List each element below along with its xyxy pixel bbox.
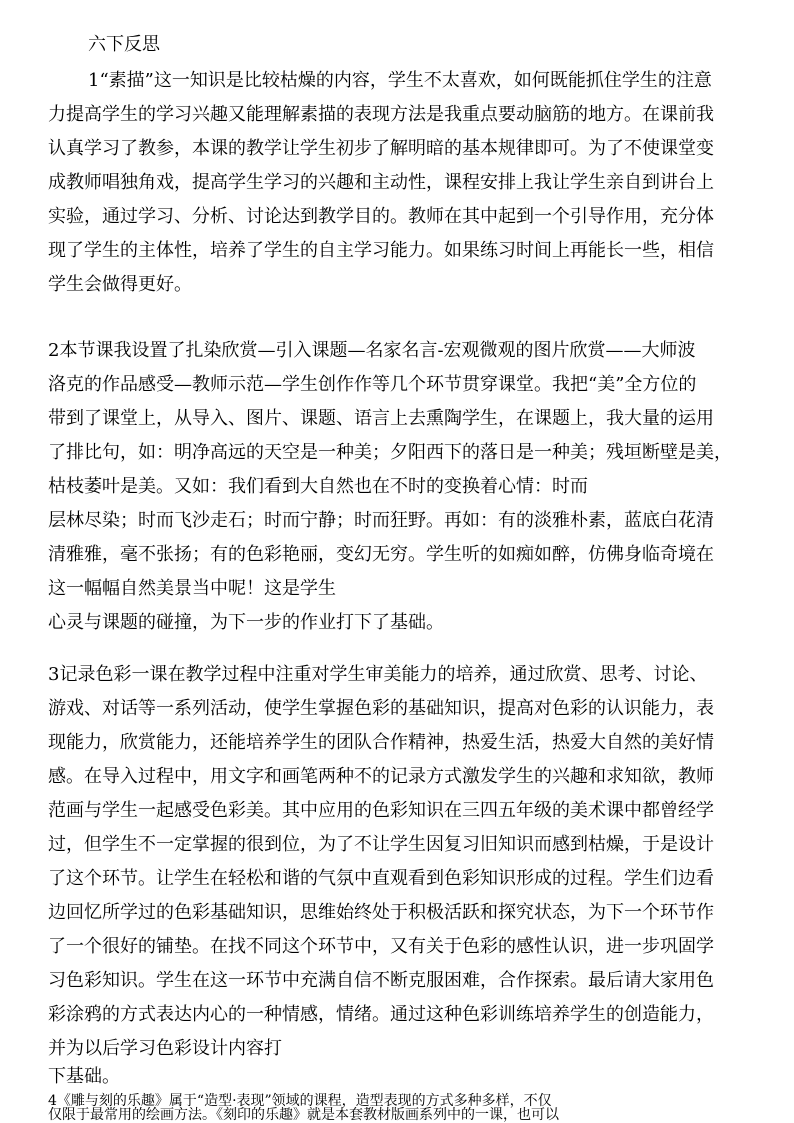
paragraph-1-line-4: 成教师唱独角戏，提高学生学习的兴趣和主动性，课程安排上我让学生亲自到讲台上 xyxy=(48,172,714,193)
paragraph-3-line-12: 并为以后学习色彩设计内容打 xyxy=(48,1038,282,1059)
paragraph-3-line-7: 了这个环节。让学生在轻松和谐的气氛中直观看到色彩知识形成的过程。学生们边看 xyxy=(48,868,714,889)
paragraph-1-line-5: 实验，通过学习、分析、讨论达到教学目的。教师在其中起到一个引导作用，充分体 xyxy=(48,206,714,227)
paragraph-3-line-4: 感。在导入过程中，用文字和画笔两种不的记录方式激发学生的兴趣和求知欲，教师 xyxy=(48,766,714,787)
paragraph-2-line-6: 层林尽染；时而飞沙走石；时而宁静；时而狂野。再如：有的淡雅朴素，蓝底白花清 xyxy=(48,510,714,531)
paragraph-1-line-1: 1“素描”这一知识是比较枯燥的内容，学生不太喜欢，如何既能抓住学生的注意 xyxy=(88,70,712,91)
paragraph-2-line-5: 枯枝萎叶是美。又如：我们看到大自然也在不时的变换着心情：时而 xyxy=(48,476,588,497)
paragraph-4-line-2: 仅限于最常用的绘画方法。《刻印的乐趣》就是本套教材版画系列中的一课，也可以 xyxy=(48,1107,559,1123)
paragraph-3-line-1: 3记录色彩一课在教学过程中注重对学生审美能力的培养，通过欣赏、思考、讨论、 xyxy=(48,664,708,685)
paragraph-2-line-1: 2本节课我设置了扎染欣赏—引入课题—名家名言-宏观微观的图片欣赏——大师波 xyxy=(48,340,696,361)
paragraph-1-line-3: 认真学习了教参，本课的教学让学生初步了解明暗的基本规律即可。为了不使课堂变 xyxy=(48,138,714,159)
paragraph-1-line-6: 现了学生的主体性，培养了学生的自主学习能力。如果练习时间上再能长一些，相信 xyxy=(48,240,714,261)
paragraph-3-line-6: 过，但学生不一定掌握的很到位，为了不让学生因复习旧知识而感到枯燥，于是设计 xyxy=(48,834,714,855)
paragraph-3-line-13: 下基础。 xyxy=(48,1066,120,1087)
paragraph-2-line-2: 洛克的作品感受—教师示范—学生创作作等几个环节贯穿课堂。我把“美”全方位的 xyxy=(48,374,697,395)
paragraph-2-line-7: 清雅雅，毫不张扬；有的色彩艳丽，变幻无穷。学生听的如痴如醉，仿佛身临奇境在 xyxy=(48,544,714,565)
paragraph-2-line-9: 心灵与课题的碰撞，为下一步的作业打下了基础。 xyxy=(48,612,444,633)
paragraph-3-line-2: 游戏、对话等一系列活动，使学生掌握色彩的基础知识，提高对色彩的认识能力，表 xyxy=(48,698,714,719)
paragraph-2-line-3: 带到了课堂上，从导入、图片、课题、语言上去熏陶学生，在课题上，我大量的运用 xyxy=(48,408,714,429)
paragraph-3-line-11: 彩涂鸦的方式表达内心的一种情感，情绪。通过这种色彩训练培养学生的创造能力， xyxy=(48,1004,714,1025)
paragraph-3-line-3: 现能力，欣赏能力，还能培养学生的团队合作精神，热爱生活，热爱大自然的美好情 xyxy=(48,732,714,753)
paragraph-1-line-2: 力提高学生的学习兴趣又能理解素描的表现方法是我重点要动脑筋的地方。在课前我 xyxy=(48,104,714,125)
paragraph-1-line-7: 学生会做得更好。 xyxy=(48,274,192,295)
paragraph-2-line-8: 这一幅幅自然美景当中呢！这是学生 xyxy=(48,578,336,599)
paragraph-4-line-1: 4《雕与刻的乐趣》属于“造型·表现”领域的课程，造型表现的方式多种多样，不仅 xyxy=(48,1093,552,1109)
page-title: 六下反思 xyxy=(88,34,160,55)
paragraph-3-line-8: 边回忆所学过的色彩基础知识，思维始终处于积极活跃和探究状态，为下一个环节作 xyxy=(48,902,714,923)
paragraph-3-line-9: 了一个很好的铺垫。在找不同这个环节中，又有关于色彩的感性认识，进一步巩固学 xyxy=(48,936,714,957)
paragraph-2-line-4: 了排比句，如：明净高远的天空是一种美；夕阳西下的落日是一种美；残垣断壁是美， xyxy=(48,442,732,463)
paragraph-3-line-10: 习色彩知识。学生在这一环节中充满自信不断克服困难，合作探索。最后请大家用色 xyxy=(48,970,714,991)
paragraph-3-line-5: 范画与学生一起感受色彩美。其中应用的色彩知识在三四五年级的美术课中都曾经学 xyxy=(48,800,714,821)
